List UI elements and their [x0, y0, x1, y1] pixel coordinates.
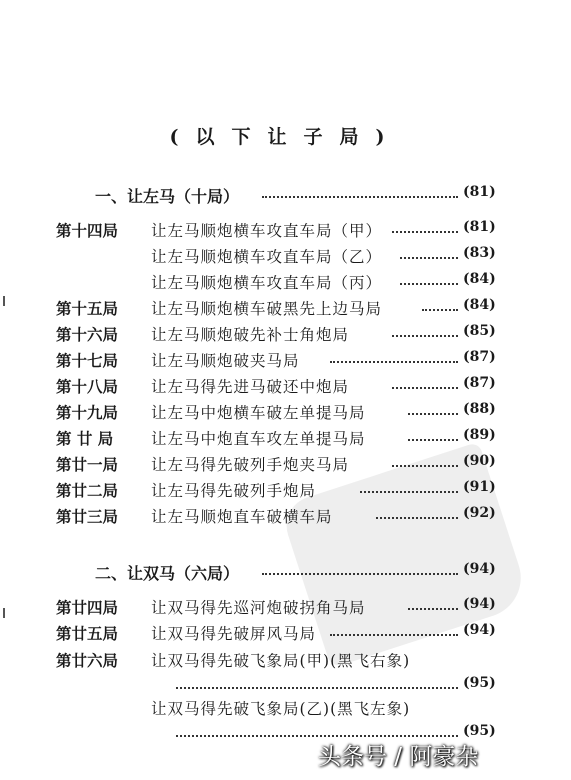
- page-number: (94): [463, 596, 496, 612]
- page-number: (92): [463, 505, 496, 521]
- entry-title: 让左马中炮直车攻左单提马局: [151, 430, 366, 448]
- dot-leader: [400, 273, 458, 285]
- dot-leader: [330, 624, 458, 636]
- page-number: (95): [463, 723, 496, 739]
- page-heading: (以下让子局): [169, 126, 402, 148]
- watermark: 头条号 / 阿豪杂: [318, 744, 479, 770]
- page-number: (91): [463, 479, 496, 495]
- entry-number: 第十九局: [56, 403, 119, 422]
- entry-title: 让左马中炮横车破左单提马局: [151, 404, 366, 422]
- entry-number: 第 廿 局: [56, 429, 114, 448]
- toc-entry[interactable]: [0, 349, 571, 375]
- entry-number: 第廿三局: [56, 507, 119, 526]
- toc-entry[interactable]: [0, 271, 571, 297]
- entry-title: 让左马顺炮横车破黑先上边马局: [151, 300, 383, 318]
- dot-leader: [262, 563, 458, 575]
- page-number: (84): [463, 297, 496, 313]
- page-number: (85): [463, 323, 496, 339]
- entry-title: 让左马顺炮破夹马局: [151, 352, 300, 370]
- dot-leader: [392, 221, 458, 233]
- toc-entry[interactable]: [0, 479, 571, 505]
- entry-number: 第十八局: [56, 377, 119, 396]
- section-row: [0, 184, 571, 210]
- entry-title: 让左马顺炮横车攻直车局（丙）: [151, 274, 383, 292]
- toc-entry[interactable]: [0, 505, 571, 531]
- dot-leader: [392, 325, 458, 337]
- entry-title: 让左马顺炮直车破横车局: [151, 508, 333, 526]
- toc-entry[interactable]: [0, 245, 571, 271]
- page-number: (81): [463, 184, 496, 200]
- page-number: (81): [463, 219, 496, 235]
- dot-leader: [400, 247, 458, 259]
- toc-entry[interactable]: [0, 219, 571, 245]
- entry-title: 让双马得先破屏风马局: [151, 625, 317, 643]
- entry-number: 第廿五局: [56, 624, 119, 643]
- toc-entry[interactable]: [0, 453, 571, 479]
- entry-title: 让双马得先破飞象局(乙)(黑飞左象): [151, 700, 411, 718]
- dot-leader: [360, 481, 458, 493]
- page-number: (87): [463, 349, 496, 365]
- entry-title: 让左马顺炮横车攻直车局（乙）: [151, 248, 383, 266]
- toc-entry[interactable]: [0, 596, 571, 622]
- toc-entry[interactable]: [0, 401, 571, 427]
- dot-leader: [392, 455, 458, 467]
- dot-leader: [392, 377, 458, 389]
- section-title: 二、让双马（六局）: [95, 564, 240, 583]
- page-number: (87): [463, 375, 496, 391]
- section-title: 一、让左马（十局）: [95, 187, 240, 206]
- entry-number: 第十五局: [56, 299, 119, 318]
- page-number: (90): [463, 453, 496, 469]
- entry-title: 让双马得先破飞象局(甲)(黑飞右象): [151, 652, 411, 670]
- toc-entry[interactable]: [0, 375, 571, 401]
- toc-entry[interactable]: [0, 323, 571, 349]
- dot-leader: [176, 725, 458, 737]
- toc-entry[interactable]: [0, 697, 571, 723]
- dot-leader: [330, 351, 458, 363]
- entry-number: 第廿六局: [56, 651, 119, 670]
- dot-leader: [422, 299, 458, 311]
- entry-title: 让左马得先进马破还中炮局: [151, 378, 350, 396]
- toc-entry[interactable]: [0, 427, 571, 453]
- entry-number: 第廿四局: [56, 598, 119, 617]
- toc-entry[interactable]: [0, 297, 571, 323]
- section-row: [0, 561, 571, 587]
- dot-leader: [408, 429, 458, 441]
- dot-leader: [376, 507, 458, 519]
- dot-leader: [408, 403, 458, 415]
- entry-title: 让双马得先巡河炮破拐角马局: [151, 599, 366, 617]
- toc-entry[interactable]: [0, 649, 571, 675]
- dot-leader: [408, 598, 458, 610]
- toc-entry-continuation[interactable]: [0, 723, 571, 749]
- entry-number: 第十四局: [56, 221, 119, 240]
- page-number: (84): [463, 271, 496, 287]
- page-number: (94): [463, 622, 496, 638]
- entry-title: 让左马得先破列手炮夹马局: [151, 456, 350, 474]
- entry-title: 让左马顺炮破先补士角炮局: [151, 326, 350, 344]
- dot-leader: [176, 677, 458, 689]
- page-number: (83): [463, 245, 496, 261]
- entry-number: 第廿一局: [56, 455, 119, 474]
- page-number: (95): [463, 675, 496, 691]
- toc-entry[interactable]: [0, 622, 571, 648]
- entry-number: 第十七局: [56, 351, 119, 370]
- entry-number: 第十六局: [56, 325, 119, 344]
- page-number: (94): [463, 561, 496, 577]
- page-number: (88): [463, 401, 496, 417]
- dot-leader: [262, 186, 458, 198]
- entry-title: 让左马得先破列手炮局: [151, 482, 317, 500]
- entry-number: 第廿二局: [56, 481, 119, 500]
- page-number: (89): [463, 427, 496, 443]
- entry-title: 让左马顺炮横车攻直车局（甲）: [151, 222, 383, 240]
